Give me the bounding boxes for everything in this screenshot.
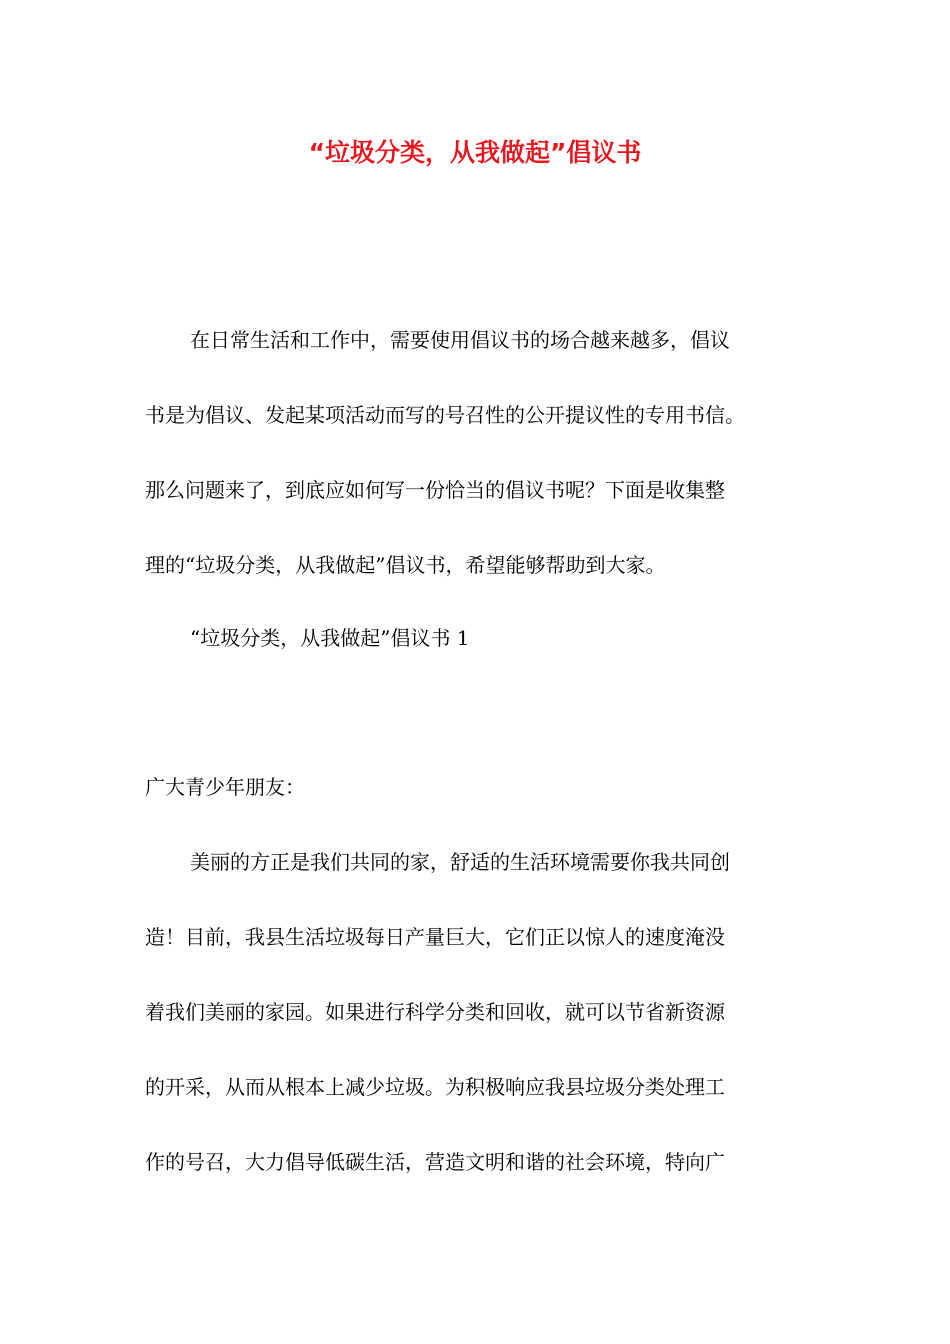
- body-line-4: 的开采，从而从根本上减少垃圾。为积极响应我县垃圾分类处理工: [145, 1075, 725, 1099]
- intro-line-2: 书是为倡议、发起某项活动而写的号召性的公开提议性的专用书信。: [145, 403, 745, 427]
- intro-line-4: 理的“垃圾分类，从我做起”倡议书，希望能够帮助到大家。: [145, 553, 666, 577]
- body-line-5: 作的号召，大力倡导低碳生活，营造文明和谐的社会环境，特向广: [145, 1150, 725, 1174]
- salutation: 广大青少年朋友：: [145, 775, 305, 799]
- body-line-1: 美丽的方正是我们共同的家，舒适的生活环境需要你我共同创: [190, 850, 730, 874]
- document-title: “垃圾分类，从我做起”倡议书: [308, 138, 642, 167]
- intro-line-1: 在日常生活和工作中，需要使用倡议书的场合越来越多，倡议: [190, 328, 730, 352]
- intro-line-3: 那么问题来了，到底应如何写一份恰当的倡议书呢？下面是收集整: [145, 478, 725, 502]
- body-line-2: 造！目前，我县生活垃圾每日产量巨大，它们正以惊人的速度淹没: [145, 925, 725, 949]
- body-line-3: 着我们美丽的家园。如果进行科学分类和回收，就可以节省新资源: [145, 1000, 725, 1024]
- section-subtitle: “垃圾分类，从我做起”倡议书 1: [190, 626, 470, 650]
